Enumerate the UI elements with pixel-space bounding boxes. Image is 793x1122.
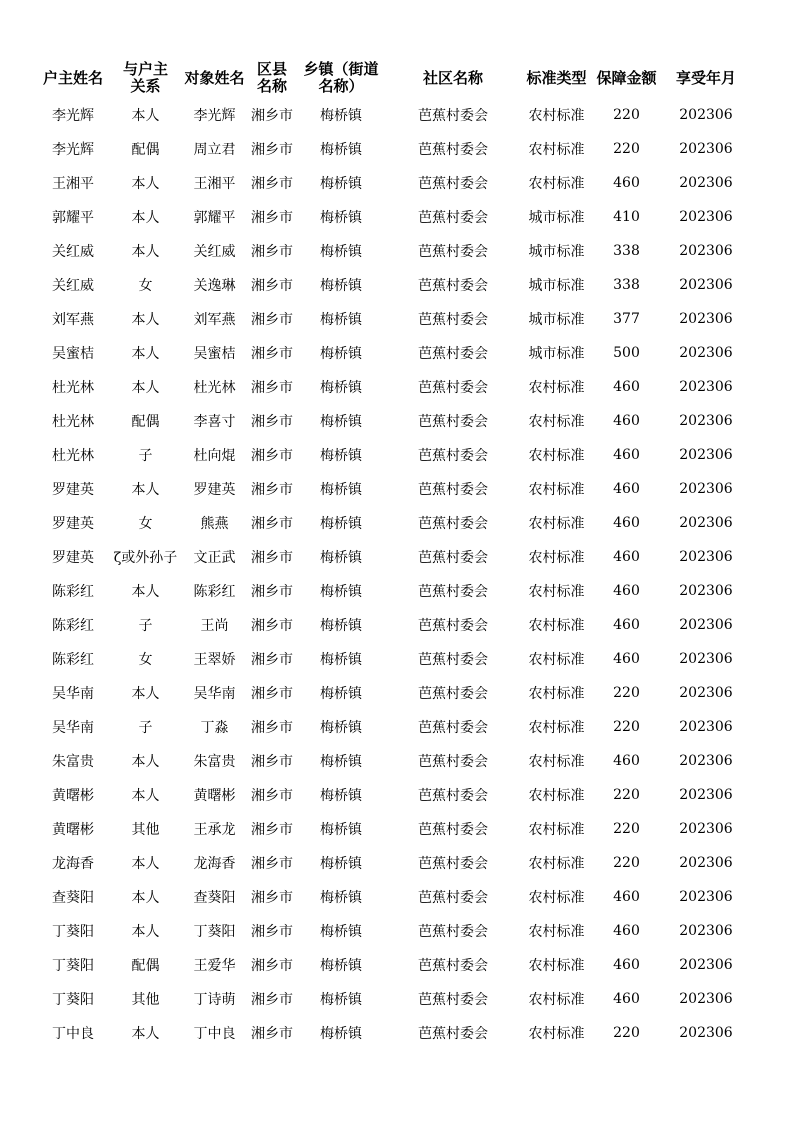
community-cell: 芭蕉村委会 [418,652,488,668]
amount-cell: 500 [613,345,640,361]
header-relationship: 与户主 关系 [122,60,168,95]
town-cell: 梅桥镇 [320,822,362,838]
table-row [37,642,751,676]
standard-type-cell: 农村标准 [528,142,585,158]
relationship-cell: 本人 [131,686,160,702]
town-cell: 梅桥镇 [320,584,362,600]
household-head-cell: 罗建英 [52,516,94,532]
town-cell: 梅桥镇 [320,618,362,634]
standard-type-cell: 农村标准 [528,788,585,804]
community-cell: 芭蕉村委会 [418,924,488,940]
table-row [37,948,751,982]
table-body [37,98,751,1050]
relationship-cell: 本人 [131,924,160,940]
household-head-cell: 黄曙彬 [52,788,94,804]
town-cell: 梅桥镇 [320,652,362,668]
table-row [37,710,751,744]
recipient-name-cell: 朱富贵 [193,754,236,770]
relationship-cell: 女 [138,516,153,532]
relationship-cell: 本人 [131,754,160,770]
standard-type-cell: 农村标准 [528,890,585,906]
household-head-cell: 李光辉 [52,142,94,158]
town-cell: 梅桥镇 [320,924,362,940]
amount-cell: 220 [613,855,640,871]
table-row [37,166,751,200]
month-cell: 202306 [679,311,733,327]
community-cell: 芭蕉村委会 [418,1026,488,1042]
standard-type-cell: 农村标准 [528,448,585,464]
month-cell: 202306 [679,243,733,259]
county-cell: 湘乡市 [251,142,293,158]
community-cell: 芭蕉村委会 [418,618,488,634]
month-cell: 202306 [679,957,733,973]
month-cell: 202306 [679,379,733,395]
recipient-name-cell: 黄曙彬 [193,788,236,804]
town-cell: 梅桥镇 [320,550,362,566]
header-county: 区县 名称 [256,60,287,95]
amount-cell: 460 [613,753,640,769]
county-cell: 湘乡市 [251,856,293,872]
community-cell: 芭蕉村委会 [418,108,488,124]
recipient-name-cell: 文正武 [193,550,236,566]
county-cell: 湘乡市 [251,686,293,702]
amount-cell: 220 [613,787,640,803]
relationship-cell: ζ或外孙子 [113,550,178,566]
month-cell: 202306 [679,141,733,157]
month-cell: 202306 [679,413,733,429]
amount-cell: 460 [613,583,640,599]
amount-cell: 338 [613,243,640,259]
standard-type-cell: 农村标准 [528,482,585,498]
amount-cell: 460 [613,515,640,531]
amount-cell: 460 [613,617,640,633]
relationship-cell: 配偶 [131,958,160,974]
standard-type-cell: 农村标准 [528,822,585,838]
amount-cell: 460 [613,481,640,497]
town-cell: 梅桥镇 [320,1026,362,1042]
table-row [37,438,751,472]
month-cell: 202306 [679,787,733,803]
month-cell: 202306 [679,855,733,871]
town-cell: 梅桥镇 [320,754,362,770]
town-cell: 梅桥镇 [320,958,362,974]
relationship-cell: 本人 [131,244,160,260]
county-cell: 湘乡市 [251,380,293,396]
household-head-cell: 陈彩红 [52,618,94,634]
community-cell: 芭蕉村委会 [418,788,488,804]
household-head-cell: 关红威 [52,244,94,260]
county-cell: 湘乡市 [251,584,293,600]
community-cell: 芭蕉村委会 [418,142,488,158]
household-head-cell: 王湘平 [52,176,94,192]
table-row [37,472,751,506]
amount-cell: 338 [613,277,640,293]
table-header [37,58,751,98]
standard-type-cell: 城市标准 [528,210,585,226]
table-row [37,404,751,438]
amount-cell: 377 [613,311,640,327]
community-cell: 芭蕉村委会 [418,686,488,702]
month-cell: 202306 [679,345,733,361]
community-cell: 芭蕉村委会 [418,550,488,566]
standard-type-cell: 城市标准 [528,312,585,328]
month-cell: 202306 [679,923,733,939]
standard-type-cell: 农村标准 [528,584,585,600]
standard-type-cell: 农村标准 [528,754,585,770]
town-cell: 梅桥镇 [320,482,362,498]
header-community: 社区名称 [422,68,483,87]
relationship-cell: 本人 [131,210,160,226]
recipient-name-cell: 王湘平 [193,176,236,192]
standard-type-cell: 城市标准 [528,244,585,260]
assistance-recipients-table [37,58,751,1050]
table-row [37,268,751,302]
recipient-name-cell: 王尚 [200,618,229,634]
town-cell: 梅桥镇 [320,448,362,464]
recipient-name-cell: 陈彩红 [193,584,236,600]
relationship-cell: 子 [138,618,153,634]
county-cell: 湘乡市 [251,1026,293,1042]
month-cell: 202306 [679,1025,733,1041]
month-cell: 202306 [679,889,733,905]
town-cell: 梅桥镇 [320,720,362,736]
table-row [37,370,751,404]
community-cell: 芭蕉村委会 [418,890,488,906]
county-cell: 湘乡市 [251,278,293,294]
header-standard-type: 标准类型 [526,68,587,87]
amount-cell: 220 [613,141,640,157]
amount-cell: 460 [613,379,640,395]
town-cell: 梅桥镇 [320,788,362,804]
county-cell: 湘乡市 [251,176,293,192]
recipient-name-cell: 查葵阳 [193,890,236,906]
household-head-cell: 罗建英 [52,550,94,566]
table-row [37,676,751,710]
header-month: 享受年月 [675,68,736,87]
community-cell: 芭蕉村委会 [418,856,488,872]
town-cell: 梅桥镇 [320,142,362,158]
town-cell: 梅桥镇 [320,992,362,1008]
relationship-cell: 女 [138,278,153,294]
recipient-name-cell: 吴蜜桔 [193,346,236,362]
household-head-cell: 丁葵阳 [52,924,94,940]
standard-type-cell: 农村标准 [528,856,585,872]
recipient-name-cell: 丁葵阳 [193,924,236,940]
town-cell: 梅桥镇 [320,516,362,532]
relationship-cell: 本人 [131,482,160,498]
recipient-name-cell: 罗建英 [193,482,236,498]
table-row [37,812,751,846]
month-cell: 202306 [679,685,733,701]
household-head-cell: 朱富贵 [52,754,94,770]
recipient-name-cell: 李光辉 [193,108,236,124]
recipient-name-cell: 丁中良 [193,1026,236,1042]
header-household-head-name: 户主姓名 [42,68,103,87]
household-head-cell: 黄曙彬 [52,822,94,838]
month-cell: 202306 [679,481,733,497]
county-cell: 湘乡市 [251,414,293,430]
community-cell: 芭蕉村委会 [418,346,488,362]
table-row [37,608,751,642]
table-row [37,506,751,540]
household-head-cell: 郭耀平 [52,210,94,226]
standard-type-cell: 农村标准 [528,720,585,736]
recipient-name-cell: 李喜寸 [193,414,236,430]
household-head-cell: 李光辉 [52,108,94,124]
table-row [37,778,751,812]
recipient-name-cell: 王承龙 [193,822,236,838]
household-head-cell: 吴华南 [52,720,94,736]
recipient-name-cell: 关逸琳 [193,278,236,294]
county-cell: 湘乡市 [251,992,293,1008]
recipient-name-cell: 丁诗萌 [193,992,236,1008]
month-cell: 202306 [679,753,733,769]
town-cell: 梅桥镇 [320,176,362,192]
header-amount: 保障金额 [596,68,657,87]
recipient-name-cell: 吴华南 [193,686,236,702]
relationship-cell: 配偶 [131,414,160,430]
table-row [37,200,751,234]
table-row [37,1016,751,1050]
community-cell: 芭蕉村委会 [418,720,488,736]
community-cell: 芭蕉村委会 [418,584,488,600]
month-cell: 202306 [679,107,733,123]
table-row [37,982,751,1016]
household-head-cell: 罗建英 [52,482,94,498]
town-cell: 梅桥镇 [320,278,362,294]
town-cell: 梅桥镇 [320,380,362,396]
county-cell: 湘乡市 [251,516,293,532]
town-cell: 梅桥镇 [320,856,362,872]
table-row [37,574,751,608]
county-cell: 湘乡市 [251,312,293,328]
month-cell: 202306 [679,175,733,191]
community-cell: 芭蕉村委会 [418,176,488,192]
county-cell: 湘乡市 [251,346,293,362]
community-cell: 芭蕉村委会 [418,516,488,532]
relationship-cell: 本人 [131,788,160,804]
amount-cell: 460 [613,413,640,429]
amount-cell: 220 [613,821,640,837]
month-cell: 202306 [679,617,733,633]
community-cell: 芭蕉村委会 [418,754,488,770]
table-row [37,98,751,132]
community-cell: 芭蕉村委会 [418,992,488,1008]
month-cell: 202306 [679,277,733,293]
county-cell: 湘乡市 [251,482,293,498]
recipient-name-cell: 关红威 [193,244,236,260]
recipient-name-cell: 杜光林 [193,380,236,396]
standard-type-cell: 农村标准 [528,1026,585,1042]
relationship-cell: 配偶 [131,142,160,158]
month-cell: 202306 [679,549,733,565]
relationship-cell: 子 [138,720,153,736]
relationship-cell: 本人 [131,176,160,192]
community-cell: 芭蕉村委会 [418,482,488,498]
recipient-name-cell: 周立君 [193,142,236,158]
relationship-cell: 本人 [131,312,160,328]
recipient-name-cell: 丁淼 [200,720,229,736]
amount-cell: 220 [613,107,640,123]
standard-type-cell: 农村标准 [528,176,585,192]
household-head-cell: 丁葵阳 [52,992,94,1008]
relationship-cell: 本人 [131,108,160,124]
amount-cell: 460 [613,175,640,191]
amount-cell: 460 [613,447,640,463]
table-row [37,914,751,948]
recipient-name-cell: 王爱华 [193,958,236,974]
community-cell: 芭蕉村委会 [418,414,488,430]
recipient-name-cell: 龙海香 [193,856,236,872]
relationship-cell: 本人 [131,1026,160,1042]
table-row [37,744,751,778]
amount-cell: 460 [613,889,640,905]
household-head-cell: 陈彩红 [52,584,94,600]
town-cell: 梅桥镇 [320,346,362,362]
household-head-cell: 杜光林 [52,380,94,396]
county-cell: 湘乡市 [251,924,293,940]
county-cell: 湘乡市 [251,720,293,736]
header-row [37,58,751,98]
standard-type-cell: 农村标准 [528,108,585,124]
relationship-cell: 其他 [131,822,160,838]
table-row [37,302,751,336]
relationship-cell: 子 [138,448,153,464]
household-head-cell: 丁中良 [52,1026,94,1042]
household-head-cell: 查葵阳 [52,890,94,906]
county-cell: 湘乡市 [251,958,293,974]
standard-type-cell: 农村标准 [528,380,585,396]
table-row [37,336,751,370]
standard-type-cell: 农村标准 [528,924,585,940]
county-cell: 湘乡市 [251,890,293,906]
household-head-cell: 刘军燕 [52,312,94,328]
county-cell: 湘乡市 [251,754,293,770]
standard-type-cell: 城市标准 [528,278,585,294]
community-cell: 芭蕉村委会 [418,448,488,464]
county-cell: 湘乡市 [251,652,293,668]
table-row [37,540,751,574]
county-cell: 湘乡市 [251,244,293,260]
recipient-name-cell: 刘军燕 [193,312,236,328]
month-cell: 202306 [679,583,733,599]
relationship-cell: 本人 [131,380,160,396]
month-cell: 202306 [679,651,733,667]
relationship-cell: 本人 [131,890,160,906]
community-cell: 芭蕉村委会 [418,278,488,294]
household-head-cell: 杜光林 [52,414,94,430]
amount-cell: 460 [613,991,640,1007]
amount-cell: 220 [613,1025,640,1041]
header-recipient-name: 对象姓名 [184,68,245,87]
community-cell: 芭蕉村委会 [418,380,488,396]
town-cell: 梅桥镇 [320,414,362,430]
town-cell: 梅桥镇 [320,686,362,702]
recipient-name-cell: 王翠娇 [193,652,236,668]
standard-type-cell: 农村标准 [528,992,585,1008]
community-cell: 芭蕉村委会 [418,822,488,838]
standard-type-cell: 城市标准 [528,346,585,362]
amount-cell: 460 [613,923,640,939]
county-cell: 湘乡市 [251,550,293,566]
table-row [37,234,751,268]
household-head-cell: 丁葵阳 [52,958,94,974]
town-cell: 梅桥镇 [320,210,362,226]
standard-type-cell: 农村标准 [528,618,585,634]
standard-type-cell: 农村标准 [528,958,585,974]
household-head-cell: 关红威 [52,278,94,294]
standard-type-cell: 农村标准 [528,414,585,430]
community-cell: 芭蕉村委会 [418,958,488,974]
standard-type-cell: 农村标准 [528,652,585,668]
recipient-name-cell: 杜向焜 [193,448,236,464]
household-head-cell: 杜光林 [52,448,94,464]
standard-type-cell: 农村标准 [528,686,585,702]
header-town: 乡镇（街道 名称） [303,60,379,95]
county-cell: 湘乡市 [251,108,293,124]
recipient-name-cell: 熊燕 [200,516,229,532]
county-cell: 湘乡市 [251,618,293,634]
household-head-cell: 龙海香 [52,856,94,872]
standard-type-cell: 农村标准 [528,550,585,566]
town-cell: 梅桥镇 [320,312,362,328]
county-cell: 湘乡市 [251,448,293,464]
community-cell: 芭蕉村委会 [418,312,488,328]
table-row [37,846,751,880]
town-cell: 梅桥镇 [320,108,362,124]
household-head-cell: 吴华南 [52,686,94,702]
month-cell: 202306 [679,821,733,837]
table-row [37,132,751,166]
amount-cell: 460 [613,651,640,667]
relationship-cell: 其他 [131,992,160,1008]
relationship-cell: 本人 [131,584,160,600]
month-cell: 202306 [679,447,733,463]
standard-type-cell: 农村标准 [528,516,585,532]
community-cell: 芭蕉村委会 [418,244,488,260]
amount-cell: 220 [613,685,640,701]
amount-cell: 220 [613,719,640,735]
relationship-cell: 本人 [131,856,160,872]
county-cell: 湘乡市 [251,822,293,838]
recipient-name-cell: 郭耀平 [193,210,236,226]
month-cell: 202306 [679,515,733,531]
household-head-cell: 吴蜜桔 [52,346,94,362]
amount-cell: 460 [613,957,640,973]
amount-cell: 460 [613,549,640,565]
town-cell: 梅桥镇 [320,244,362,260]
county-cell: 湘乡市 [251,788,293,804]
amount-cell: 410 [613,209,640,225]
county-cell: 湘乡市 [251,210,293,226]
month-cell: 202306 [679,719,733,735]
relationship-cell: 女 [138,652,153,668]
month-cell: 202306 [679,209,733,225]
town-cell: 梅桥镇 [320,890,362,906]
relationship-cell: 本人 [131,346,160,362]
month-cell: 202306 [679,991,733,1007]
community-cell: 芭蕉村委会 [418,210,488,226]
household-head-cell: 陈彩红 [52,652,94,668]
table-row [37,880,751,914]
